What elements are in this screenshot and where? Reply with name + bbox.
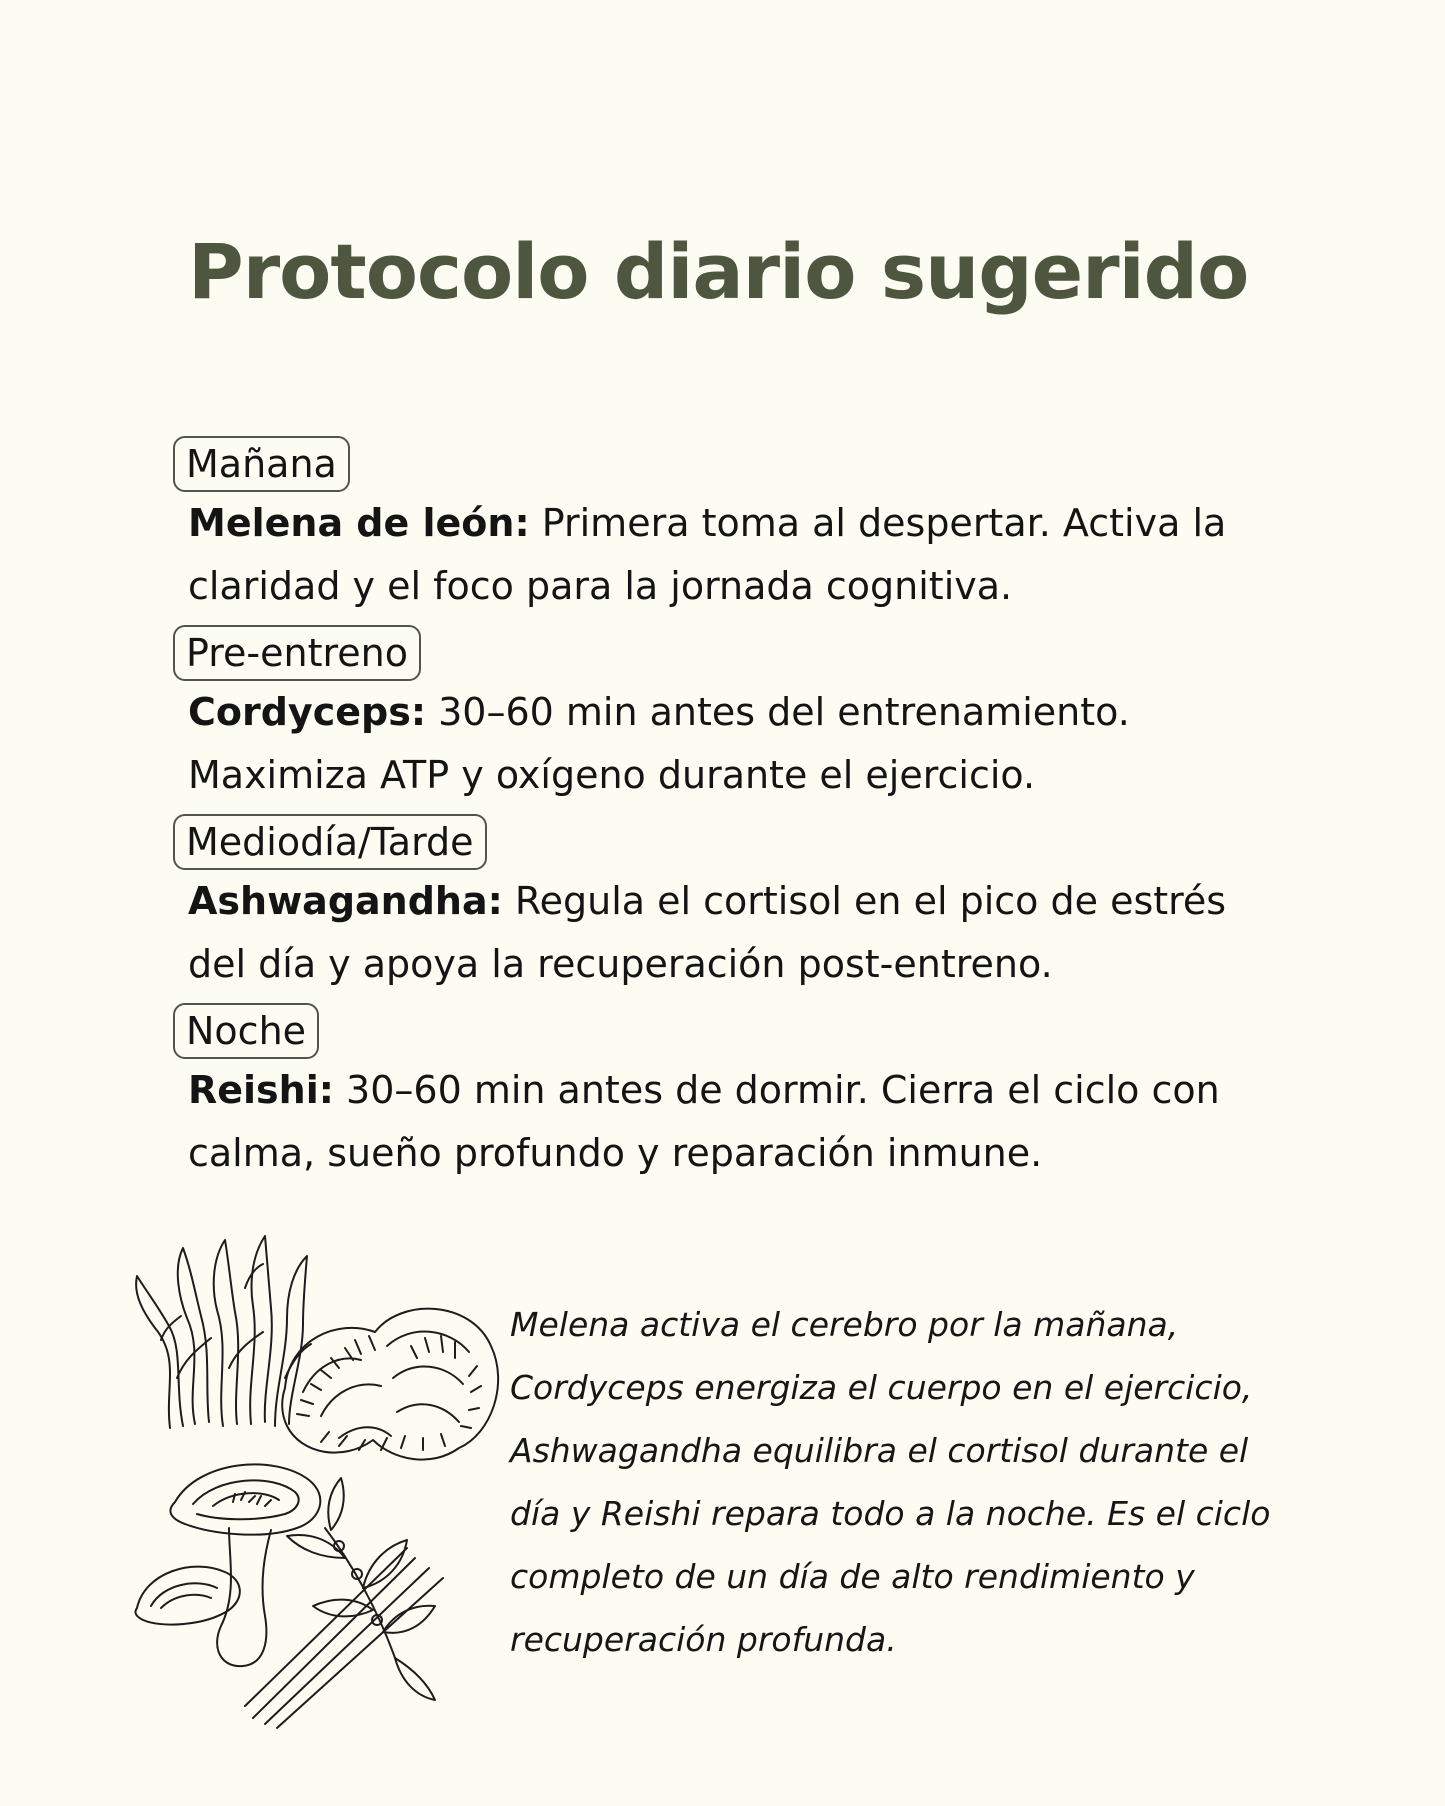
section-description [173, 492, 1273, 618]
supplement-text: Regula el cortisol en el pico de estrés del día y apoya la recuperación post-entreno. [188, 879, 1227, 986]
section-midday [173, 814, 1273, 1003]
supplement-name: Melena de león: [188, 501, 530, 545]
supplement-name: Ashwagandha: [188, 879, 503, 923]
supplement-text: 30–60 min antes de dormir. Cierra el ciclo con calma, sueño profundo y reparación inmune. [188, 1068, 1220, 1175]
supplement-text: Primera toma al despertar. Activa la claridad y el foco para la jornada cognitiva. [188, 501, 1227, 608]
supplement-name: Cordyceps: [188, 690, 427, 734]
summary-text: Melena activa el cerebro por la mañana, Cordyceps energiza el cuerpo en el ejercicio, Ashwagandha equilibra el cortisol durante el día y Reishi repara todo a la noche. Es el ciclo completo de un día de alto rendimiento y recuperación profunda. [510, 1305, 1271, 1659]
section-pre-workout [173, 625, 1273, 814]
section-description [173, 1059, 1273, 1185]
cordyceps-icon [136, 1236, 311, 1428]
time-tag-pre-workout: Pre-entreno [173, 625, 421, 681]
reishi-icon [135, 1464, 320, 1666]
supplement-name: Reishi: [188, 1068, 334, 1112]
page-title: Protocolo diario sugerido [188, 227, 1249, 316]
time-tag-midday: Mediodía/Tarde [173, 814, 487, 870]
protocol-list [173, 436, 1273, 1192]
section-night [173, 1003, 1273, 1192]
time-tag-night: Noche [173, 1003, 319, 1059]
time-tag-morning: Mañana [173, 436, 350, 492]
supplement-text: 30–60 min antes del entrenamiento. Maximiza ATP y oxígeno durante el ejercicio. [188, 690, 1130, 797]
section-description [173, 870, 1273, 996]
lions-mane-icon [282, 1309, 498, 1460]
section-morning [173, 436, 1273, 625]
mushroom-illustration [125, 1228, 505, 1738]
section-description [173, 681, 1273, 807]
